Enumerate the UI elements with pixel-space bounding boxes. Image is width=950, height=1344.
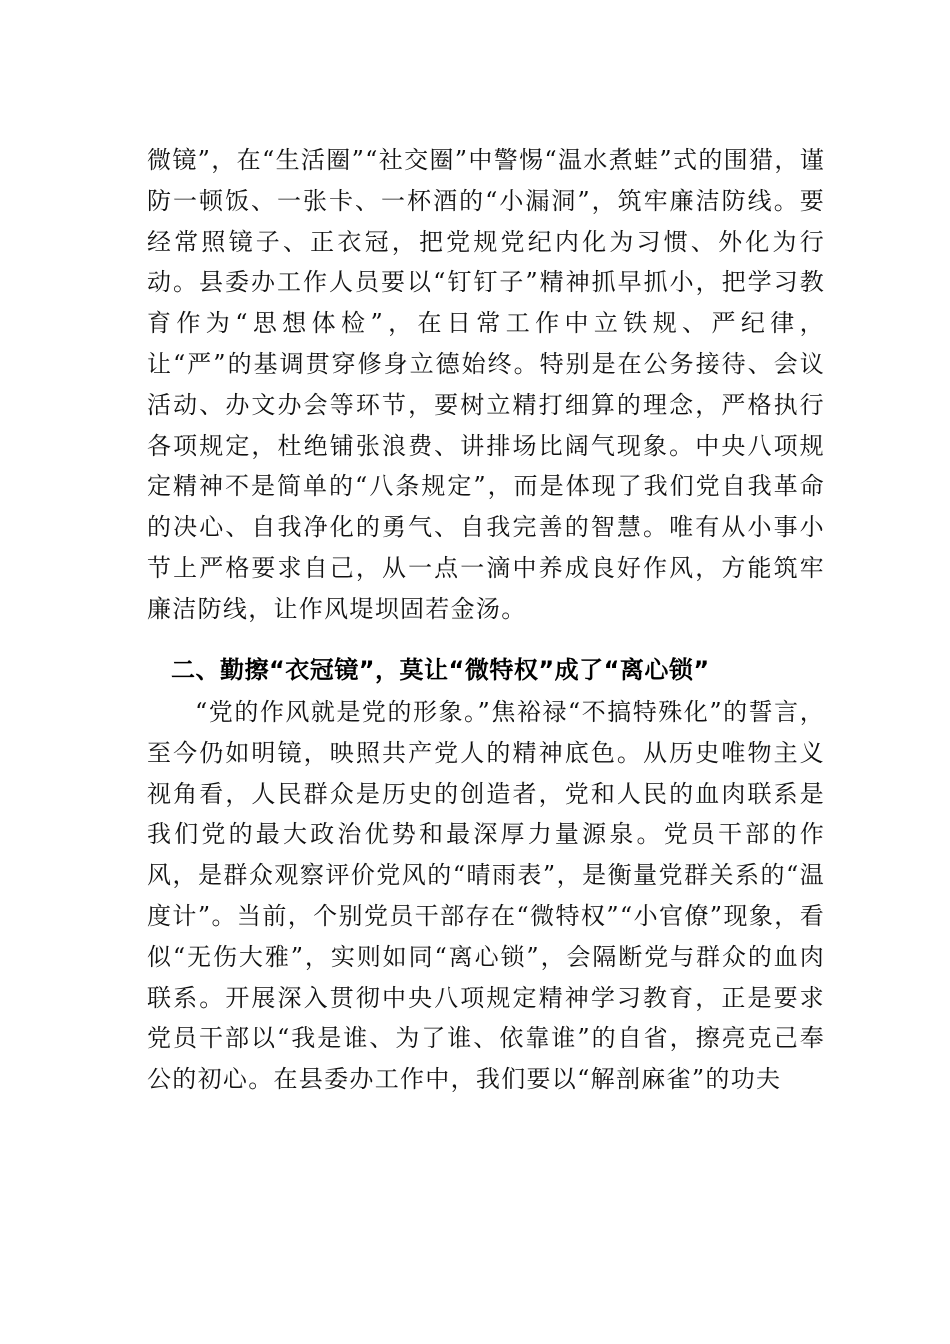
section-heading-2: 二、勤擦“衣冠镜”，莫让“微特权”成了“离心锁”: [171, 656, 710, 684]
body-paragraph-1: 微镜”，在“生活圈”“社交圈”中警惕“温水煮蛙”式的围猎，谨防一顿饭、一张卡、一杯酒的“小漏洞”，筑牢廉洁防线。要经常照镜子、正衣冠，把党规党纪内化为习惯、外化为行动。县委办工作人员要以“钉钉子”精神抓早抓小，把学习教育作为“思想体检”，在日常工作中立铁规、严纪律，让“严”的基调贯穿修身立德始终。特别是在公务接待、会议活动、办文办会等环节，要树立精打细算的理念，严格执行各项规定，杜绝铺张浪费、讲排场比阔气现象。中央八项规定精神不是简单的“八条规定”，而是体现了我们党自我革命的决心、自我净化的勇气、自我完善的智慧。唯有从小事小节上严格要求自己，从一点一滴中养成良好作风，方能筑牢廉洁防线，让作风堤坝固若金汤。: [147, 146, 825, 623]
body-paragraph-2: “党的作风就是党的形象。”焦裕禄“不搞特殊化”的誓言，至今仍如明镜，映照共产党人的精神底色。从历史唯物主义视角看，人民群众是历史的创造者，党和人民的血肉联系是我们党的最大政治优势和最深厚力量源泉。党员干部的作风，是群众观察评价党风的“晴雨表”，是衡量党群关系的“温度计”。当前，个别党员干部存在“微特权”“小官僚”现象，看似“无伤大雅”，实则如同“离心锁”，会隔断党与群众的血肉联系。开展深入贯彻中央八项规定精神学习教育，正是要求党员干部以“我是谁、为了谁、依靠谁”的自省，擦亮克己奉公的初心。在县委办工作中，我们要以“解剖麻雀”的功夫: [147, 698, 825, 1094]
